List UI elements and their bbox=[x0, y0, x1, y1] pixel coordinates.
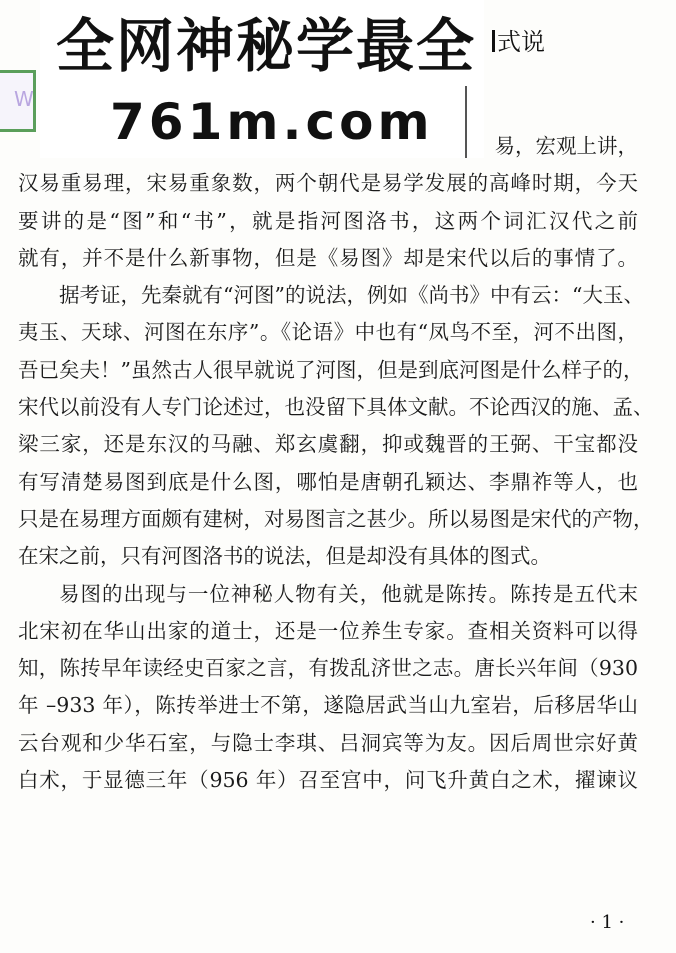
side-logo-badge bbox=[0, 70, 36, 132]
text-line: 在宋之前，只有河图洛书的说法，但是却没有具体的图式。 bbox=[18, 544, 551, 569]
text-line: 汉易重易理，宋易重象数，两个朝代是易学发展的高峰时期，今天 bbox=[18, 171, 638, 196]
text-line: 宋代以前没有人专门论述过，也没留下具体文献。不论西汉的施、孟、 bbox=[18, 395, 654, 420]
watermark-title: 全网神秘学最全 bbox=[56, 12, 477, 80]
text-line: 有写清楚易图到底是什么图，哪怕是唐朝孔颖达、李鼎祚等人，也 bbox=[18, 469, 638, 494]
heading-bar bbox=[492, 30, 495, 52]
text-line: 据考证，先秦就有“河图”的说法，例如《尚书》中有云：“大玉、 bbox=[59, 283, 644, 308]
page-number: · 1 · bbox=[590, 912, 625, 933]
heading-fragment bbox=[492, 22, 545, 57]
text-line: 要讲的是“图”和“书”，就是指河图洛书，这两个词汇汉代之前 bbox=[18, 208, 638, 233]
body-text bbox=[18, 128, 654, 799]
badge-letter: W bbox=[14, 87, 34, 111]
text-line: 云台观和少华石室，与隐士李琪、吕洞宾等为友。因后周世宗好黄 bbox=[18, 730, 638, 755]
text-line: 就有，并不是什么新事物，但是《易图》却是宋代以后的事情了。 bbox=[18, 245, 638, 270]
text-line: 白术，于显德三年（956 年）召至宫中，问飞升黄白之术，擢谏议 bbox=[18, 768, 638, 793]
text-line: 易，宏观上讲， bbox=[494, 134, 638, 158]
heading-text: 式说 bbox=[497, 28, 545, 56]
text-line: 梁三家，还是东汉的马融、郑玄虞翻，抑或魏晋的王弼、干宝都没 bbox=[18, 432, 638, 457]
text-line: 易图的出现与一位神秘人物有关，他就是陈抟。陈抟是五代末 bbox=[59, 581, 638, 606]
text-line: 夷玉、天球、河图在东序”。《论语》中也有“凤鸟不至，河不出图， bbox=[18, 320, 638, 345]
text-line: 知，陈抟早年读经史百家之言，有拨乱济世之志。唐长兴年间（930 bbox=[18, 656, 638, 681]
text-line: 年 –933 年），陈抟举进士不第，遂隐居武当山九室岩，后移居华山 bbox=[18, 693, 638, 718]
watermark-url: 761m.com bbox=[110, 93, 434, 151]
text-line: 只是在易理方面颇有建树，对易图言之甚少。所以易图是宋代的产物， bbox=[18, 506, 654, 531]
text-line: 北宋初在华山出家的道士，还是一位养生专家。查相关资料可以得 bbox=[18, 618, 638, 643]
text-line: 吾已矣夫！”虽然古人很早就说了河图，但是到底河图是什么样子的， bbox=[18, 357, 644, 382]
